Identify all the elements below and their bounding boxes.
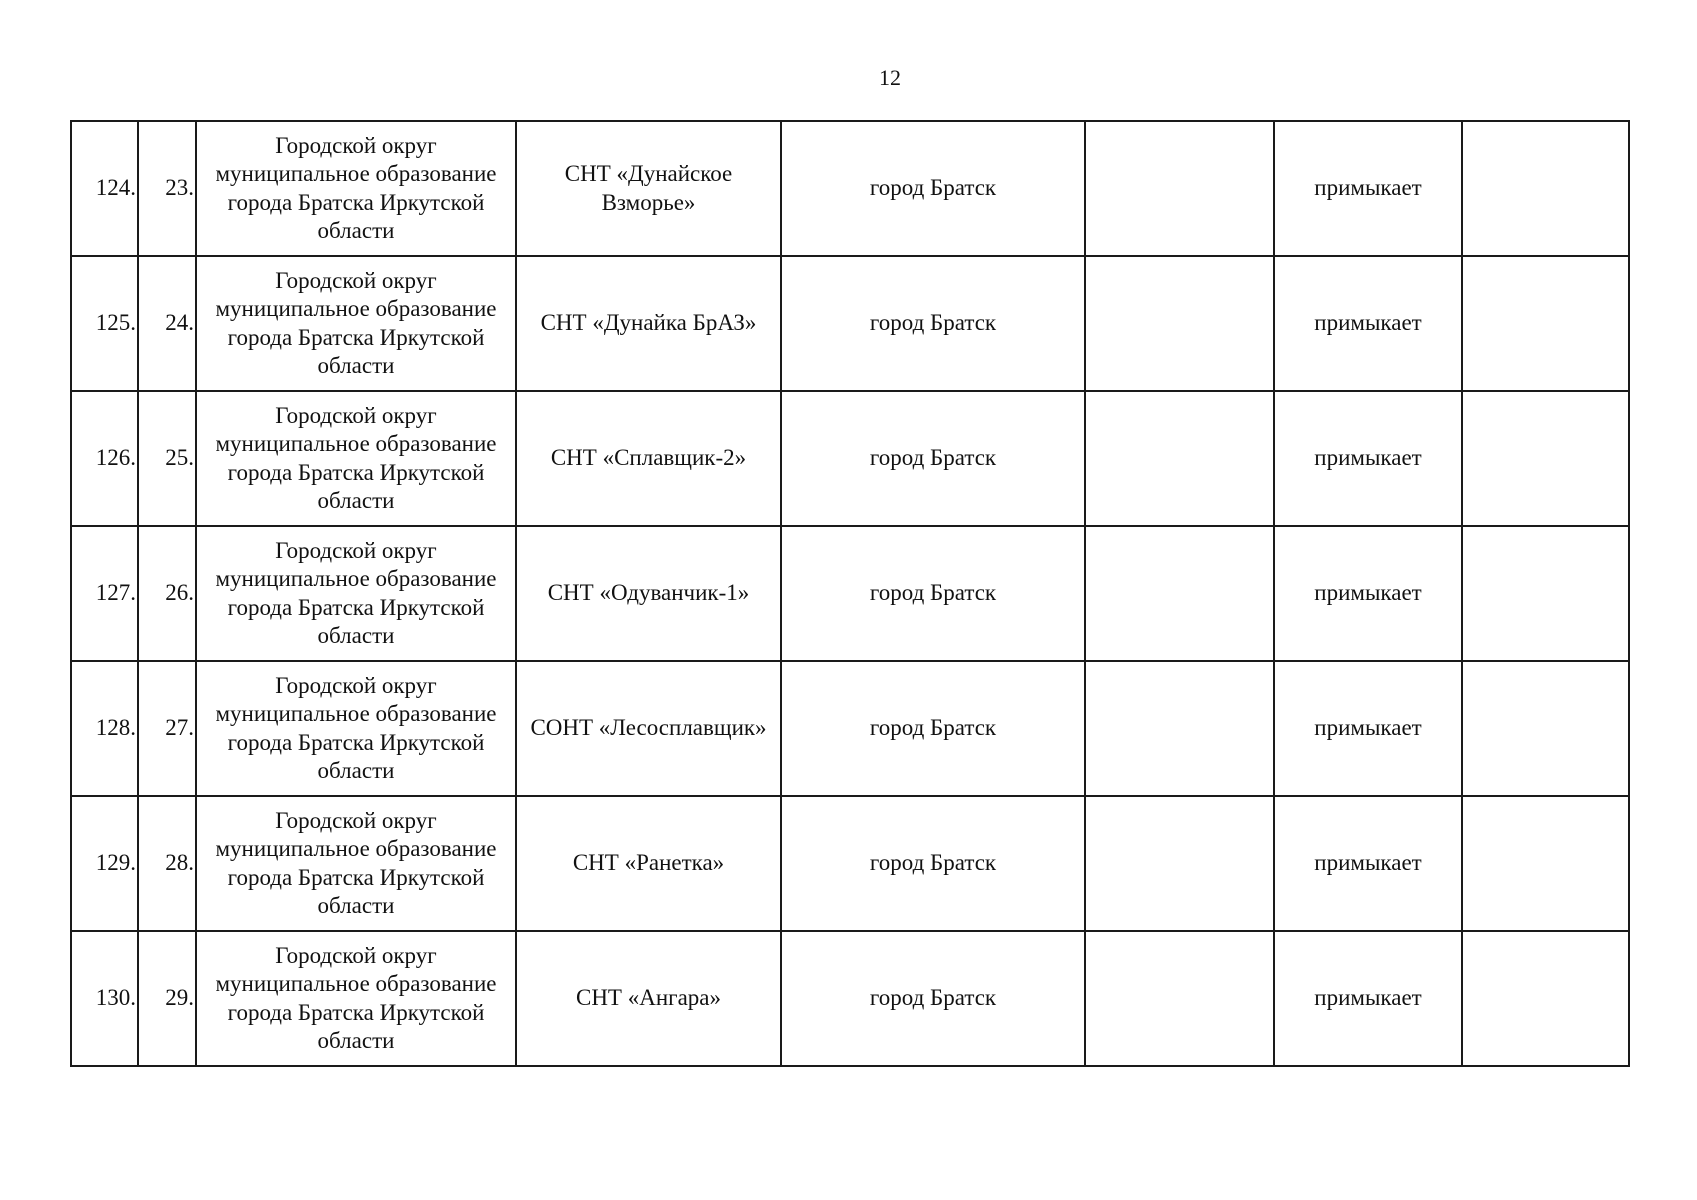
page-number: 12 xyxy=(879,65,901,90)
association-cell: СНТ «Дунайка БрАЗ» xyxy=(516,256,781,391)
relation-cell: примыкает xyxy=(1274,931,1462,1066)
municipality-cell: Городской округ муниципальное образование города Братска Иркутской области xyxy=(196,661,516,796)
row-index: 128. xyxy=(71,661,138,796)
row-index: 124. xyxy=(71,121,138,256)
row-sub-index: 27. xyxy=(138,661,196,796)
settlement-cell: город Братск xyxy=(781,796,1085,931)
municipality-cell: Городской округ муниципальное образование города Братска Иркутской области xyxy=(196,526,516,661)
relation-cell: примыкает xyxy=(1274,661,1462,796)
row-sub-index: 25. xyxy=(138,391,196,526)
municipality-cell: Городской округ муниципальное образование города Братска Иркутской области xyxy=(196,391,516,526)
municipality-cell: Городской округ муниципальное образование города Братска Иркутской области xyxy=(196,796,516,931)
empty-cell xyxy=(1462,796,1629,931)
table-row xyxy=(71,931,1629,1066)
registry-table xyxy=(70,120,1630,1067)
association-cell: СНТ «Ангара» xyxy=(516,931,781,1066)
empty-cell xyxy=(1462,931,1629,1066)
table-row xyxy=(71,661,1629,796)
relation-cell: примыкает xyxy=(1274,796,1462,931)
settlement-cell: город Братск xyxy=(781,391,1085,526)
relation-cell: примыкает xyxy=(1274,391,1462,526)
row-sub-index: 29. xyxy=(138,931,196,1066)
settlement-cell: город Братск xyxy=(781,526,1085,661)
row-sub-index: 24. xyxy=(138,256,196,391)
empty-cell xyxy=(1462,661,1629,796)
settlement-cell: город Братск xyxy=(781,931,1085,1066)
row-index: 126. xyxy=(71,391,138,526)
empty-cell xyxy=(1085,526,1274,661)
table-row xyxy=(71,121,1629,256)
empty-cell xyxy=(1462,526,1629,661)
row-sub-index: 23. xyxy=(138,121,196,256)
municipality-cell: Городской округ муниципальное образование города Братска Иркутской области xyxy=(196,121,516,256)
row-sub-index: 26. xyxy=(138,526,196,661)
row-sub-index: 28. xyxy=(138,796,196,931)
empty-cell xyxy=(1462,391,1629,526)
empty-cell xyxy=(1085,796,1274,931)
settlement-cell: город Братск xyxy=(781,256,1085,391)
association-cell: СНТ «Ранетка» xyxy=(516,796,781,931)
relation-cell: примыкает xyxy=(1274,121,1462,256)
row-index: 125. xyxy=(71,256,138,391)
row-index: 129. xyxy=(71,796,138,931)
municipality-cell: Городской округ муниципальное образование города Братска Иркутской области xyxy=(196,256,516,391)
row-index: 127. xyxy=(71,526,138,661)
empty-cell xyxy=(1085,391,1274,526)
association-cell: СНТ «Одуванчик-1» xyxy=(516,526,781,661)
settlement-cell: город Братск xyxy=(781,121,1085,256)
row-index: 130. xyxy=(71,931,138,1066)
association-cell: СНТ «Сплавщик-2» xyxy=(516,391,781,526)
association-cell: СОНТ «Лесосплавщик» xyxy=(516,661,781,796)
empty-cell xyxy=(1085,661,1274,796)
empty-cell xyxy=(1462,121,1629,256)
table-row xyxy=(71,256,1629,391)
empty-cell xyxy=(1085,121,1274,256)
table-row xyxy=(71,796,1629,931)
table-row xyxy=(71,391,1629,526)
association-cell: СНТ «Дунайское Взморье» xyxy=(516,121,781,256)
empty-cell xyxy=(1085,256,1274,391)
municipality-cell: Городской округ муниципальное образование города Братска Иркутской области xyxy=(196,931,516,1066)
empty-cell xyxy=(1085,931,1274,1066)
settlement-cell: город Братск xyxy=(781,661,1085,796)
relation-cell: примыкает xyxy=(1274,526,1462,661)
relation-cell: примыкает xyxy=(1274,256,1462,391)
table-row xyxy=(71,526,1629,661)
empty-cell xyxy=(1462,256,1629,391)
